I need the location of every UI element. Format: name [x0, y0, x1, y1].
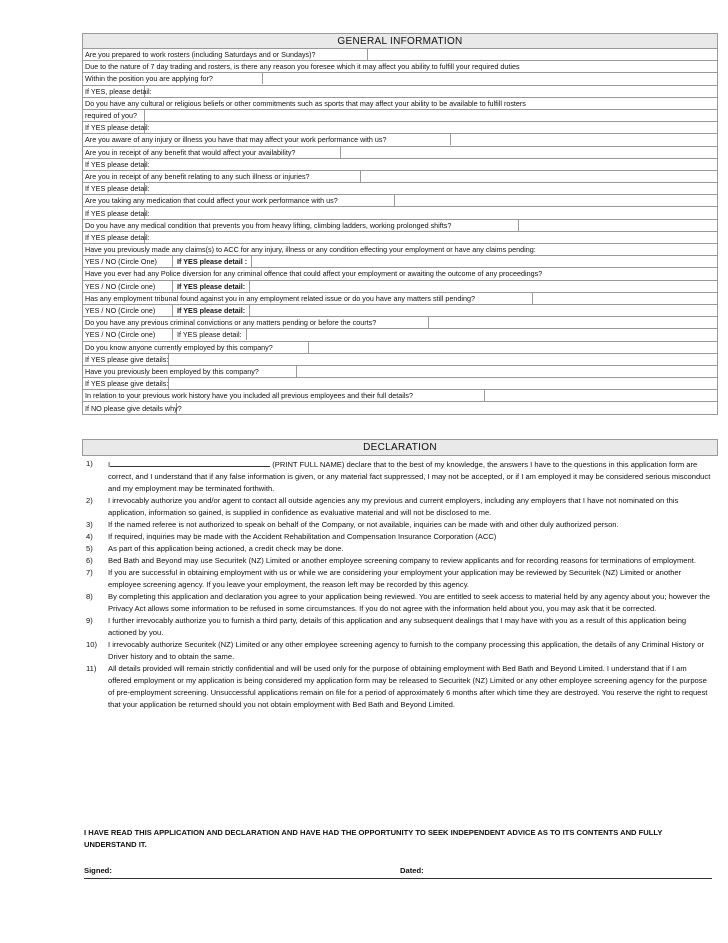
- answer-field[interactable]: [177, 403, 717, 414]
- answer-field[interactable]: [297, 366, 717, 377]
- question-row: [83, 158, 718, 170]
- question-row: [83, 353, 718, 365]
- question-text: Have you previously been employed by this company?: [83, 366, 297, 377]
- question-row: [83, 207, 718, 219]
- question-text: Are you taking any medication that could affect your work performance with us?: [83, 195, 395, 206]
- item-text: I further irrevocably authorize you to furnish a third party, details of this application and any subsequent dealings that I may have with you as a result of this application being actioned by you.: [108, 616, 687, 637]
- question-row: [83, 85, 718, 97]
- full-name-blank[interactable]: [110, 458, 270, 467]
- item-text: (PRINT FULL NAME) declare that to the best of my knowledge, the answers I have to the questions in this application form are correct, and I understand that if any false information is given, or any material fact suppressed, I may not be accepted, or if I am employed it may be considered serious misconduct and my employment may be terminated forthwith.: [108, 460, 711, 493]
- detail-label: If YES please detail:: [173, 281, 250, 292]
- question-row: [83, 134, 718, 146]
- declaration-item: [82, 591, 712, 615]
- answer-field[interactable]: [533, 293, 717, 304]
- item-prefix: I: [108, 460, 111, 469]
- question-row: [83, 219, 718, 231]
- question-text: If NO please give details why?: [85, 403, 182, 413]
- declaration-list: [82, 458, 712, 711]
- item-text: If required, inquiries may be made with the Accident Rehabilitation and Compensation Insurance Corporation (ACC): [108, 532, 497, 541]
- question-text: YES / NO (Circle one): [83, 281, 173, 292]
- question-row: [83, 341, 718, 353]
- question-row: [83, 73, 718, 85]
- answer-field[interactable]: [309, 342, 717, 353]
- question-row: [83, 97, 718, 109]
- question-text: Have you ever had any Police diversion for any criminal offence that could affect your employment or awaiting the outcome of any proceedings?: [85, 269, 543, 279]
- item-number: 1): [86, 459, 93, 468]
- declaration-item: [82, 495, 712, 519]
- item-text: All details provided will remain strictly confidential and will be used only for the purpose of obtaining employment with Bed Bath and Beyond Limited. I understand that if I am offered employment or my application is being considered my application form may be released to Securitek (NZ) Limited or any other employee screening agency for the purpose of pre-employment screening. Unsuccessful applications remain on file for a period of approximately 6 months after which time they are destroyed. You reserve the right to request that your application be returned should you not obtain employment with Bed Bath and Beyond Limited.: [108, 664, 708, 709]
- dated-label: Dated:: [400, 866, 424, 875]
- item-text: By completing this application and declaration you agree to your application being reviewed. You are entitled to seek access to material held by any agency about you; however the Privacy Act allows some information to be refused in some circumstances. If you do not agree with the information held about you, you may ask that it be corrected.: [108, 592, 710, 613]
- item-text: As part of this application being actioned, a credit check may be done.: [108, 544, 344, 553]
- declaration-item: [82, 531, 712, 543]
- answer-field[interactable]: [429, 317, 717, 328]
- question-row: [83, 61, 718, 73]
- question-text: If YES please detail:: [85, 159, 150, 169]
- item-text: I irrevocably authorize you and/or agent to contact all outside agencies any my previous and current employers, including any employers that I have not nominated on this application, information so gained, is supplied in confidence as evaluative material and will not be disclosed to me.: [108, 496, 679, 517]
- answer-field[interactable]: [169, 378, 717, 389]
- answer-field[interactable]: [145, 183, 717, 194]
- answer-field[interactable]: [145, 208, 717, 219]
- item-number: 10): [86, 640, 97, 649]
- item-number: 8): [86, 592, 93, 601]
- answer-field[interactable]: [250, 305, 717, 316]
- detail-label: If YES please detail:: [173, 305, 250, 316]
- declaration-item: [82, 555, 712, 567]
- declaration-title: DECLARATION: [82, 439, 718, 456]
- question-text: In relation to your previous work history have you included all previous employees and their full details?: [83, 390, 485, 401]
- item-number: 6): [86, 556, 93, 565]
- item-number: 3): [86, 520, 93, 529]
- question-text: Are you in receipt of any benefit relating to any such illness or injuries?: [83, 171, 361, 182]
- declaration-item: [82, 458, 712, 495]
- question-text: Has any employment tribunal found against you in any employment related issue or do you have any matters still pending?: [83, 293, 533, 304]
- answer-field[interactable]: [247, 329, 717, 340]
- question-row: [83, 231, 718, 243]
- answer-field[interactable]: [145, 86, 717, 97]
- question-text: Do you have any cultural or religious beliefs or other commitments such as sports that may affect your ability to be available to fulfill rosters: [85, 98, 526, 108]
- answer-field[interactable]: [519, 220, 717, 231]
- question-text: Do you have any medical condition that prevents you from heavy lifting, climbing ladders, working prolonged shifts?: [83, 220, 519, 231]
- question-row: [83, 183, 718, 195]
- answer-field[interactable]: [252, 256, 717, 267]
- declaration-item: [82, 543, 712, 555]
- question-row: [83, 122, 718, 134]
- question-row: [83, 268, 718, 280]
- item-number: 11): [86, 664, 97, 673]
- question-row: [83, 244, 718, 256]
- question-text: Within the position you are applying for?: [83, 73, 263, 84]
- question-row: [83, 146, 718, 158]
- detail-label: If YES please detail:: [173, 329, 247, 340]
- answer-field[interactable]: [361, 171, 717, 182]
- answer-field[interactable]: [395, 195, 717, 206]
- question-row: [83, 49, 718, 61]
- question-text: If YES please give details:: [85, 354, 169, 364]
- question-text: If YES please detail:: [85, 123, 150, 133]
- question-row: [83, 292, 718, 304]
- question-row: [83, 317, 718, 329]
- question-text: YES / NO (Circle One): [83, 256, 173, 267]
- question-text: If YES please detail:: [85, 184, 150, 194]
- question-text: Are you prepared to work rosters (including Saturdays and or Sundays)?: [83, 49, 368, 60]
- question-text: Due to the nature of 7 day trading and rosters, is there any reason you foresee which it may affect you ability to fulfill your required duties: [85, 62, 520, 72]
- question-row: [83, 280, 718, 292]
- question-row: [83, 378, 718, 390]
- declaration-item: [82, 519, 712, 531]
- declaration-item: [82, 615, 712, 639]
- question-text: If YES please detail:: [85, 232, 150, 242]
- question-row: [83, 304, 718, 316]
- question-row: [83, 329, 718, 341]
- item-text: If you are successful in obtaining employment with us or while we are considering your employment your application may be reviewed by Securitek (NZ) Limited or another employee screening agency. If you leave your employment, the reason left may be recorded by this agency.: [108, 568, 682, 589]
- item-number: 5): [86, 544, 93, 553]
- question-row: [83, 170, 718, 182]
- answer-field[interactable]: [341, 147, 717, 158]
- question-row: [83, 402, 718, 414]
- question-text: required of you?: [83, 110, 145, 121]
- item-text: I irrevocably authorize Securitek (NZ) Limited or any other employee screening agency to furnish to the company processing this application, the details of any Criminal History or Driver history and to obtain the same.: [108, 640, 704, 661]
- answer-field[interactable]: [368, 49, 717, 60]
- question-text: Are you in receipt of any benefit that would affect your availability?: [83, 147, 341, 158]
- item-number: 2): [86, 496, 93, 505]
- signed-label: Signed:: [84, 866, 112, 875]
- declaration-item: [82, 639, 712, 663]
- question-row: [83, 256, 718, 268]
- declaration-item: [82, 567, 712, 591]
- item-text: If the named referee is not authorized to speak on behalf of the Company, or not available, inquiries can be made with and other duly authorized person.: [108, 520, 619, 529]
- declaration-item: [82, 663, 712, 711]
- signature-row: [84, 866, 712, 879]
- question-text: If YES, please detail:: [85, 86, 152, 96]
- answer-field[interactable]: [263, 73, 717, 84]
- item-number: 9): [86, 616, 93, 625]
- general-information-title: GENERAL INFORMATION: [83, 34, 718, 49]
- answer-field[interactable]: [485, 390, 717, 401]
- confirmation-statement: I HAVE READ THIS APPLICATION AND DECLARATION AND HAVE HAD THE OPPORTUNITY TO SEEK INDEPENDENT ADVICE AS TO ITS CONTENTS AND FULLY UNDERSTAND IT.: [84, 828, 663, 849]
- answer-field[interactable]: [145, 232, 717, 243]
- answer-field[interactable]: [169, 354, 717, 365]
- question-text: Do you have any previous criminal convictions or any matters pending or before the courts?: [83, 317, 429, 328]
- answer-field[interactable]: [145, 122, 717, 133]
- detail-label: If YES please detail :: [173, 256, 252, 267]
- question-row: [83, 365, 718, 377]
- question-row: [83, 109, 718, 121]
- general-information-table: [82, 33, 718, 415]
- question-text: Are you aware of any injury or illness you have that may affect your work performance with us?: [83, 134, 451, 145]
- question-text: If YES please detail:: [85, 208, 150, 218]
- answer-field[interactable]: [145, 159, 717, 170]
- item-number: 7): [86, 568, 93, 577]
- question-text: Have you previously made any claims(s) to ACC for any injury, illness or any condition effecting your employment or have any claims pending:: [85, 245, 536, 255]
- question-row: [83, 195, 718, 207]
- item-number: 4): [86, 532, 93, 541]
- question-text: If YES please give details:: [85, 379, 169, 389]
- question-text: YES / NO (Circle one): [83, 305, 173, 316]
- answer-field[interactable]: [250, 281, 717, 292]
- answer-field[interactable]: [451, 134, 717, 145]
- question-text: YES / NO (Circle one): [83, 329, 173, 340]
- question-text: Do you know anyone currently employed by this company?: [83, 342, 309, 353]
- answer-field[interactable]: [145, 110, 717, 121]
- question-row: [83, 390, 718, 402]
- item-text: Bed Bath and Beyond may use Securitek (NZ) Limited or another employee screening company to review applicants and for recording reasons for terminations of employment.: [108, 556, 696, 565]
